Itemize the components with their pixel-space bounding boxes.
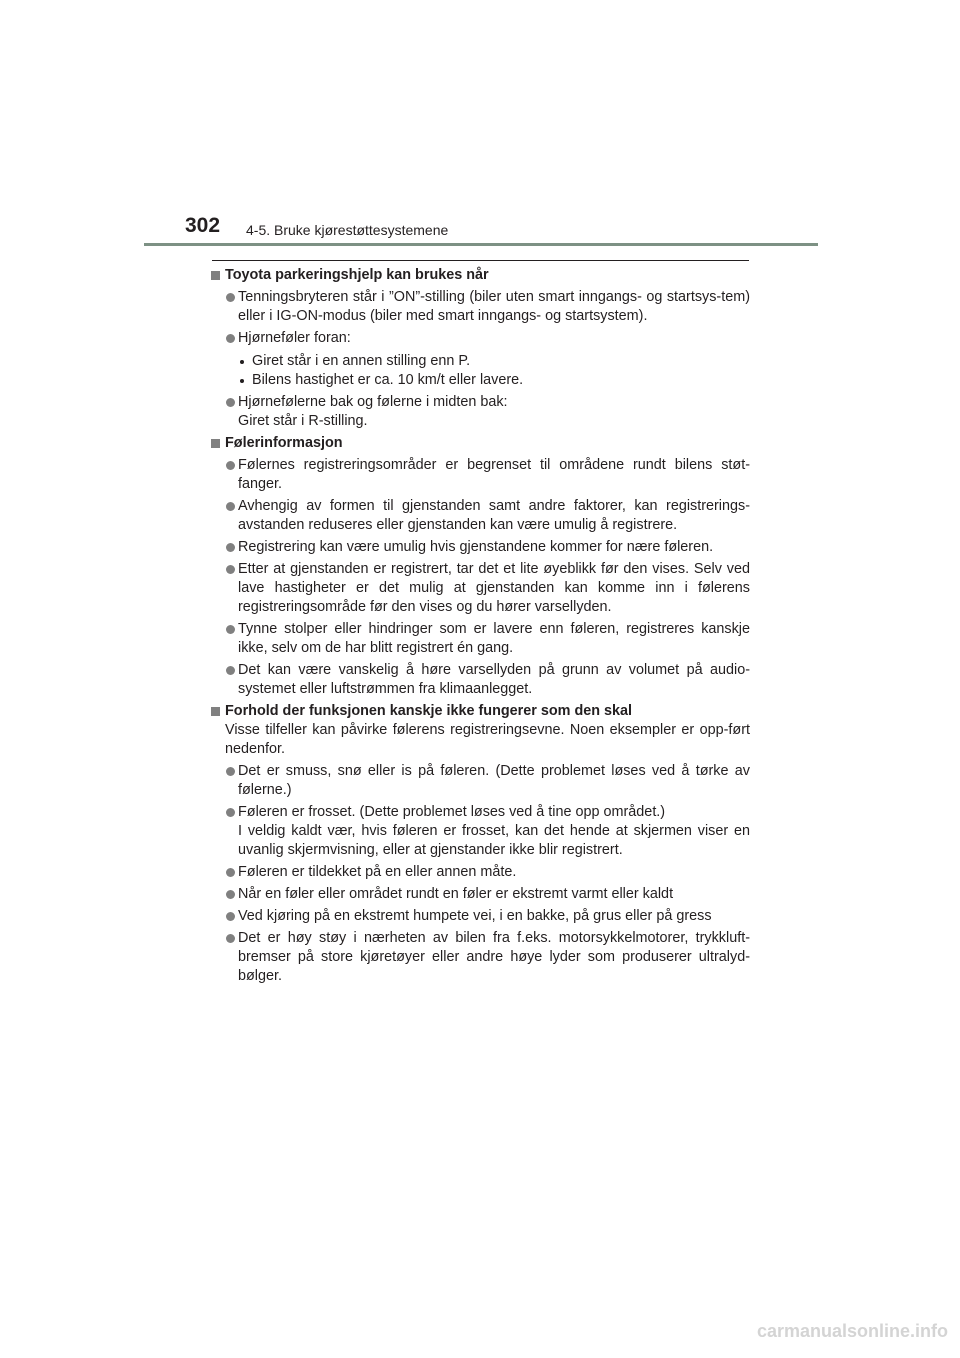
- circle-bullet-icon: [226, 502, 235, 511]
- list-item: [210, 661, 750, 699]
- circle-bullet-icon: [226, 912, 235, 921]
- list-item: [210, 288, 750, 326]
- heading-text: Forhold der funksjonen kanskje ikke fungerer som den skal: [225, 703, 633, 719]
- list-item-text: Ved kjøring på en ekstremt humpete vei, i en bakke, på grus eller på gress: [238, 908, 712, 924]
- list-item: [210, 762, 750, 800]
- list-item: [210, 560, 750, 617]
- list-item-continuation: I veldig kaldt vær, hvis føleren er frosset, kan det hende at skjermen viser en uvanlig skjermvisning, eller at gjenstander ikke blir registrert.: [238, 823, 750, 858]
- list-item: [210, 497, 750, 535]
- list-item-text: Tenningsbryteren står i ”ON”-stilling (biler uten smart inngangs- og startsys-tem) eller i IG-ON-modus (biler med smart inngangs- og startsystem).: [238, 289, 750, 324]
- list-item-text: Føleren er tildekket på en eller annen måte.: [238, 864, 517, 880]
- list-item: [210, 456, 750, 494]
- small-bullet-icon: [240, 360, 244, 364]
- circle-bullet-icon: [226, 625, 235, 634]
- list-item: [210, 885, 750, 904]
- list-item-text: Føleren er frosset. (Dette problemet løses ved å tine opp området.): [238, 804, 666, 820]
- list-item: [210, 929, 750, 986]
- sub-list-item: [210, 352, 750, 371]
- list-item-text: Tynne stolper eller hindringer som er lavere enn føleren, registreres kanskje ikke, selv om de har blitt registrert én gang.: [238, 621, 750, 656]
- running-header: 4-5. Bruke kjørestøttesystemene: [246, 222, 449, 238]
- list-item-text: Avhengig av formen til gjenstanden samt andre faktorer, kan registrerings-avstanden reduseres eller gjenstanden kan være umulig å registrere.: [238, 498, 750, 533]
- list-item-text: Følernes registreringsområder er begrenset til områdene rundt bilens støt-fanger.: [238, 457, 750, 492]
- circle-bullet-icon: [226, 890, 235, 899]
- circle-bullet-icon: [226, 461, 235, 470]
- circle-bullet-icon: [226, 808, 235, 817]
- section-heading-sensor-info: [210, 434, 750, 453]
- sub-list-item: [210, 371, 750, 390]
- list-item: [210, 620, 750, 658]
- small-bullet-icon: [240, 379, 244, 383]
- list-item: [210, 329, 750, 348]
- circle-bullet-icon: [226, 565, 235, 574]
- list-item-continuation: Giret står i R-stilling.: [238, 413, 368, 429]
- heading-text: Toyota parkeringshjelp kan brukes når: [225, 267, 489, 283]
- sub-item-text: Giret står i en annen stilling enn P.: [252, 353, 471, 369]
- section-heading-usage: [210, 266, 750, 285]
- list-item-text: Det er smuss, snø eller is på føleren. (Dette problemet løses ved å tørke av følerne.): [238, 763, 750, 798]
- list-item-text: Hjørneføler foran:: [238, 330, 351, 346]
- square-bullet-icon: [211, 707, 220, 716]
- circle-bullet-icon: [226, 934, 235, 943]
- list-item: [210, 803, 750, 860]
- section-heading-conditions: [210, 702, 750, 721]
- header-rule: [144, 243, 818, 246]
- section-intro: Visse tilfeller kan påvirke følerens registreringsevne. Noen eksempler er opp-ført nedenfor.: [225, 722, 750, 757]
- list-item: [210, 907, 750, 926]
- list-item: [210, 393, 750, 431]
- section-rule: [212, 260, 749, 261]
- list-item-text: Det er høy støy i nærheten av bilen fra f.eks. motorsykkelmotorer, trykkluft-bremser på store kjøretøyer eller andre høye lyder som produserer ultralyd-bølger.: [238, 930, 750, 984]
- list-item-text: Etter at gjenstanden er registrert, tar det et lite øyeblikk før den vises. Selv ved lave hastigheter er det mulig at gjenstanden kan komme inn i følerens registreringsområde før den vises og du hører varsellyden.: [238, 561, 750, 615]
- square-bullet-icon: [211, 271, 220, 280]
- list-item: [210, 538, 750, 557]
- circle-bullet-icon: [226, 334, 235, 343]
- list-item-text: Hjørnefølerne bak og følerne i midten bak:: [238, 394, 508, 410]
- sub-item-text: Bilens hastighet er ca. 10 km/t eller lavere.: [252, 372, 524, 388]
- list-item-text: Det kan være vanskelig å høre varsellyden på grunn av volumet på audio-systemet eller luftstrømmen fra klimaanlegget.: [238, 662, 750, 697]
- list-item: [210, 863, 750, 882]
- square-bullet-icon: [211, 439, 220, 448]
- list-item-text: Når en føler eller området rundt en føler er ekstremt varmt eller kaldt: [238, 886, 674, 902]
- circle-bullet-icon: [226, 398, 235, 407]
- list-item-text: Registrering kan være umulig hvis gjenstandene kommer for nære føleren.: [238, 539, 714, 555]
- circle-bullet-icon: [226, 666, 235, 675]
- watermark: carmanualsonline.info: [756, 1321, 948, 1341]
- circle-bullet-icon: [226, 293, 235, 302]
- heading-text: Følerinformasjon: [225, 435, 343, 451]
- page-number: 302: [185, 214, 221, 237]
- circle-bullet-icon: [226, 868, 235, 877]
- circle-bullet-icon: [226, 543, 235, 552]
- circle-bullet-icon: [226, 767, 235, 776]
- page-content: [210, 266, 750, 989]
